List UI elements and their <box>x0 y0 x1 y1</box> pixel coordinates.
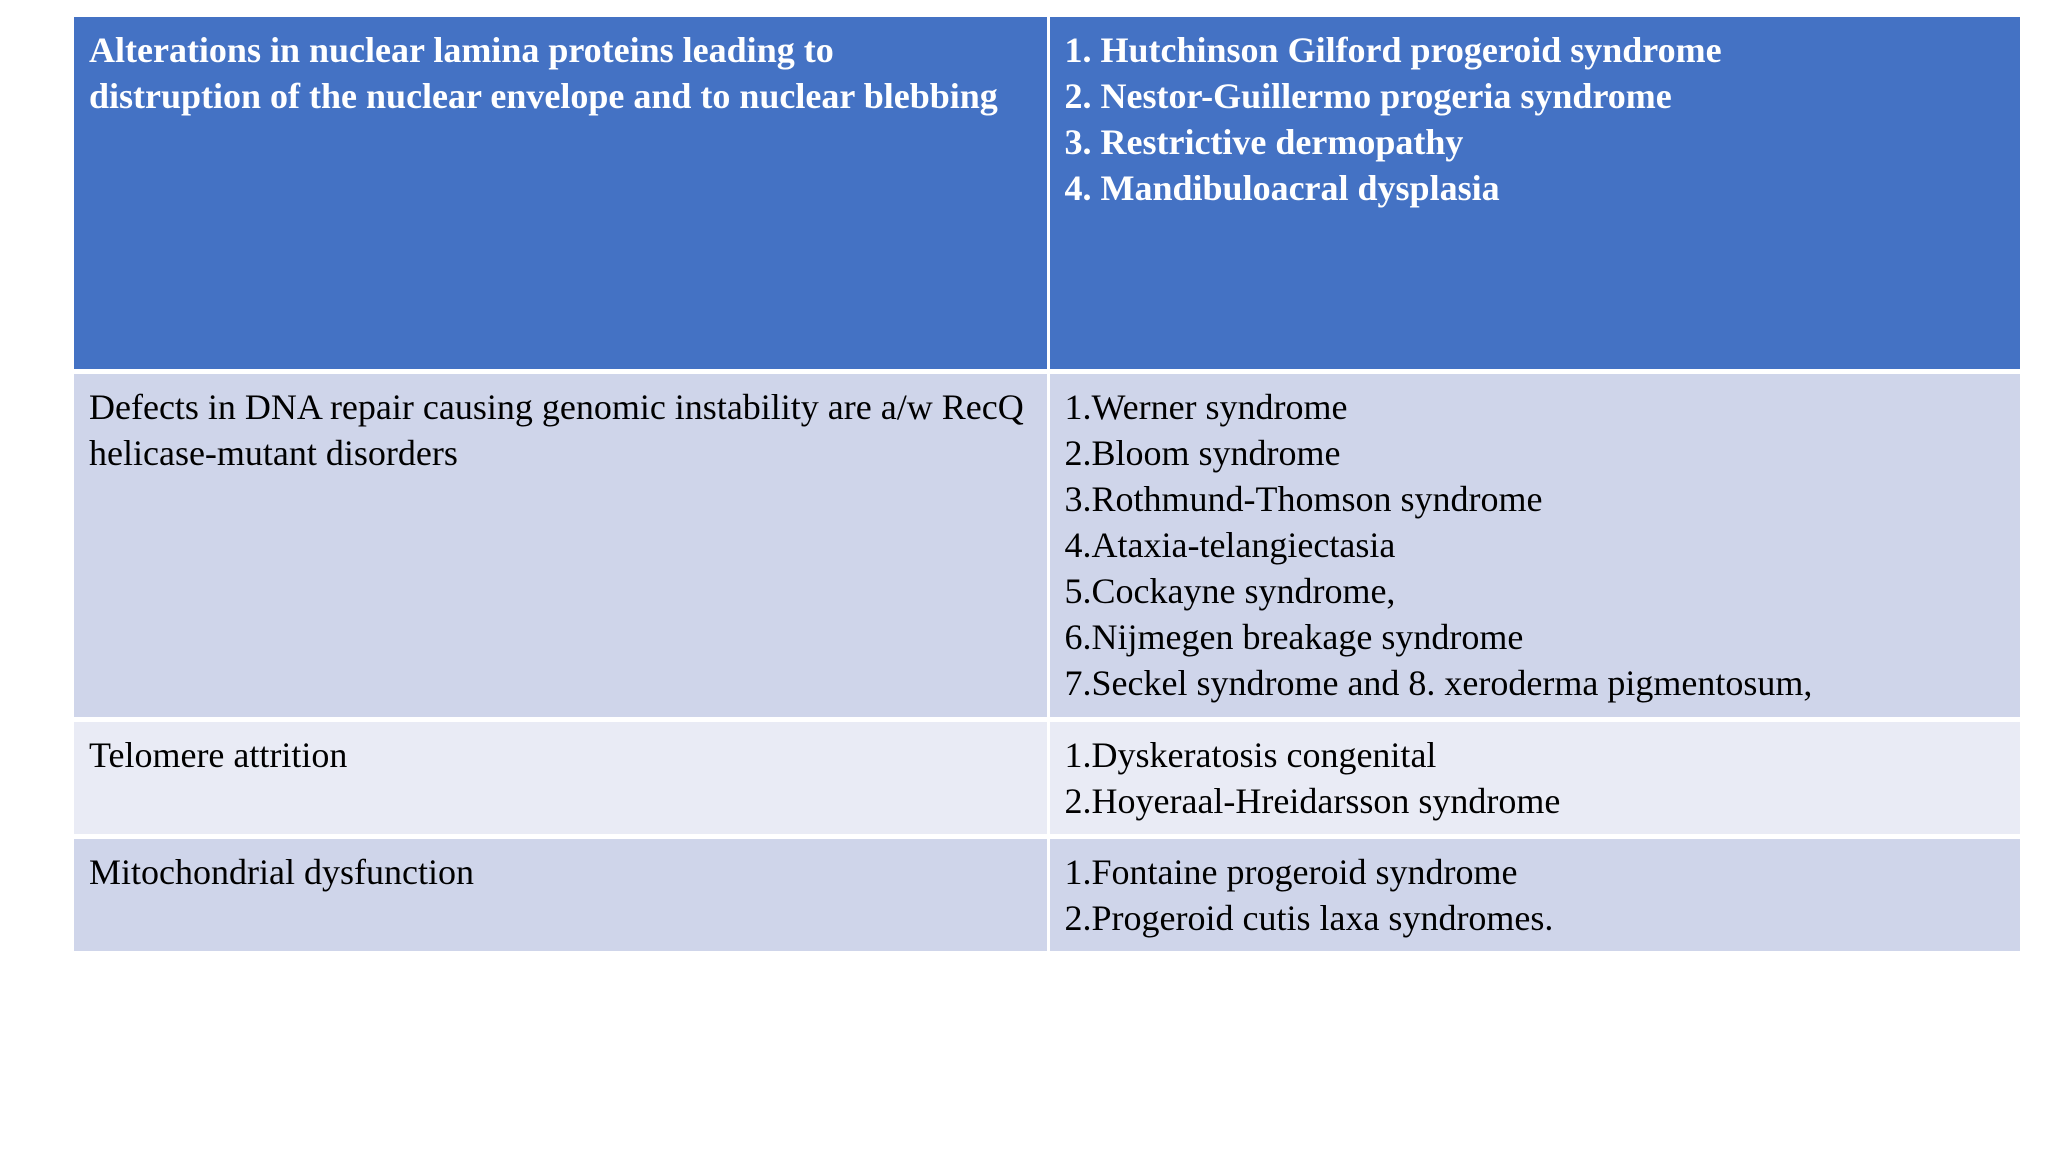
condition-item: 1.Dyskeratosis congenital <box>1064 734 1437 775</box>
condition-item: 1.Fontaine progeroid syndrome <box>1064 851 1518 892</box>
table-row-nuclear-lamina <box>74 17 2020 371</box>
conditions-cell <box>1048 719 2020 836</box>
condition-item: 2.Bloom syndrome <box>1064 432 1341 473</box>
condition-item: 5.Cockayne syndrome, <box>1064 570 1396 611</box>
mechanism-cell: Telomere attrition <box>74 719 1048 836</box>
condition-item: 2.Progeroid cutis laxa syndromes. <box>1064 897 1554 938</box>
mechanism-cell: Defects in DNA repair causing genomic instability are a/w RecQ helicase-mutant disorders <box>74 371 1048 719</box>
condition-item: 2. Nestor-Guillermo progeria syndrome <box>1064 76 1672 116</box>
condition-item: 1. Hutchinson Gilford progeroid syndrome <box>1064 30 1722 70</box>
condition-item: 1.Werner syndrome <box>1064 386 1348 427</box>
condition-item: 4.Ataxia-telangiectasia <box>1064 524 1396 565</box>
condition-item: 6.Nijmegen breakage syndrome <box>1064 616 1524 657</box>
condition-item: 4. Mandibuloacral dysplasia <box>1064 168 1500 208</box>
condition-item: 3.Rothmund-Thomson syndrome <box>1064 478 1543 519</box>
table-row-mitochondrial-dysfunction <box>74 836 2020 951</box>
progeroid-mechanisms-table <box>74 17 2020 951</box>
conditions-cell <box>1048 836 2020 951</box>
conditions-cell <box>1048 17 2020 371</box>
conditions-cell <box>1048 371 2020 719</box>
condition-item: 3. Restrictive dermopathy <box>1064 122 1464 162</box>
mechanism-cell: Alterations in nuclear lamina proteins leading to distruption of the nuclear envelope and to nuclear blebbing <box>74 17 1048 371</box>
condition-item: 2.Hoyeraal-Hreidarsson syndrome <box>1064 780 1561 821</box>
condition-item: 7.Seckel syndrome and 8. xeroderma pigmentosum, <box>1064 662 1813 703</box>
table-row-telomere-attrition <box>74 719 2020 836</box>
mechanism-cell: Mitochondrial dysfunction <box>74 836 1048 951</box>
table-row-dna-repair <box>74 371 2020 719</box>
